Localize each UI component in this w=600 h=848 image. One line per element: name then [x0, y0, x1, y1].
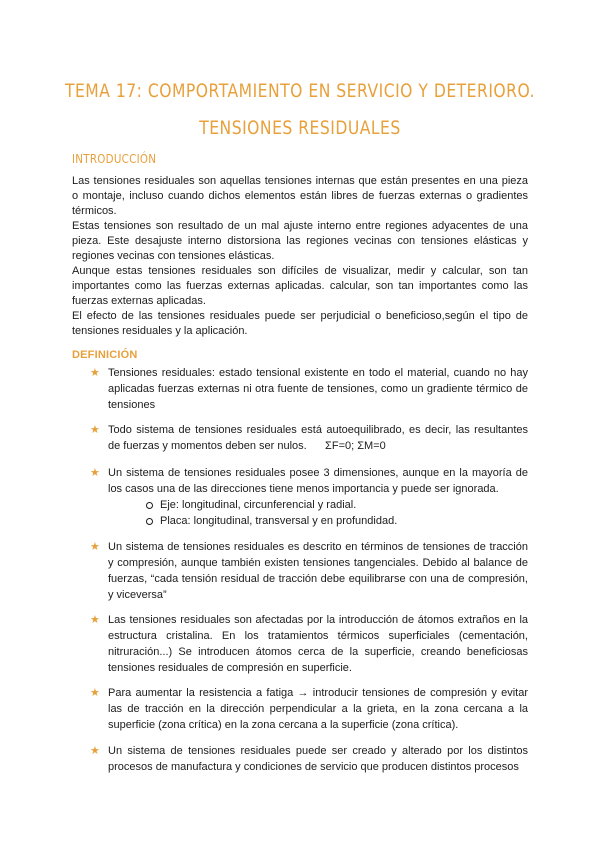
- sub-list-item: [138, 513, 528, 529]
- definition-item: [90, 685, 528, 733]
- definition-item-text: Un sistema de tensiones residuales puede ser creado y alterado por los distintos procesos de manufactura y condiciones de servicio que producen distintos procesos: [108, 745, 528, 773]
- definition-item: [90, 612, 528, 676]
- star-bullet-icon: ★: [90, 614, 100, 626]
- definition-item-text: Para aumentar la resistencia a fatiga → introducir tensiones de compresión y evitar las de tracción en la dirección perpendicular a la grieta, en la zona cercana a la superficie (zona crítica) en la zona cercana a la superficie (zona crítica).: [108, 687, 528, 731]
- document-title-line-1: TEMA 17: COMPORTAMIENTO EN SERVICIO Y DETERIORO.: [64, 80, 536, 102]
- star-bullet-icon: ★: [90, 424, 100, 436]
- definition-item: [90, 539, 528, 603]
- definition-item-text: Tensiones residuales: estado tensional existente en todo el material, cuando no hay aplicadas fuerzas externas ni otra fuente de tensiones, como un gradiente térmico de tensiones: [108, 367, 528, 411]
- definition-item: [90, 465, 528, 529]
- intro-paragraph: Las tensiones residuales son aquellas tensiones internas que están presentes en una pieza o montaje, incluso cuando dichos elementos están libres de fuerzas externas o gradientes térmicos.: [72, 175, 528, 217]
- sub-list-item-text: Placa: longitudinal, transversal y en profundidad.: [160, 515, 398, 527]
- star-bullet-icon: ★: [90, 541, 100, 553]
- circle-bullet-icon: [146, 502, 153, 509]
- intro-paragraph: Estas tensiones son resultado de un mal ajuste interno entre regiones adyacentes de una pieza. Este desajuste interno distorsiona las regiones vecinas con tensiones elásticas y regiones vecinas con tensiones elásticas.: [72, 220, 528, 262]
- definition-item-text: Un sistema de tensiones residuales es descrito en términos de tensiones de tracción y compresión, aunque también existen tensiones tangenciales. Debido al balance de fuerzas, “cada tensión residual de tracción debe equilibrarse con una de compresión, y viceversa”: [108, 541, 528, 601]
- introduction-heading: INTRODUCCIÓN: [72, 152, 157, 166]
- definition-item-text: Un sistema de tensiones residuales posee 3 dimensiones, aunque en la mayoría de los casos una de las direcciones tiene menos importancia y puede ser ignorada.: [108, 467, 528, 495]
- definition-heading: DEFINICIÓN: [72, 349, 138, 361]
- definition-item-text: Las tensiones residuales son afectadas por la introducción de átomos extraños en la estructura cristalina. En los tratamientos térmicos superficiales (cementación, nitruración...) Se introducen átomos cerca de la superficie, creando beneficiosas tensiones residuales de compresión en superficie.: [108, 614, 528, 674]
- star-bullet-icon: ★: [90, 367, 100, 379]
- star-bullet-icon: ★: [90, 467, 100, 479]
- definition-item-text: Todo sistema de tensiones residuales está autoequilibrado, es decir, las resultantes de fuerzas y momentos deben ser nulos. ΣF=0; ΣM=0: [108, 424, 532, 452]
- document-title-line-2: TENSIONES RESIDUALES: [199, 117, 401, 139]
- circle-bullet-icon: [146, 518, 153, 525]
- sub-list-item-text: Eje: longitudinal, circunferencial y radial.: [160, 499, 357, 511]
- star-bullet-icon: ★: [90, 687, 100, 699]
- definition-item: [90, 743, 528, 775]
- introduction-section: [72, 174, 528, 339]
- sub-list-item: [138, 497, 528, 513]
- sub-list: [138, 497, 528, 529]
- definition-item: [90, 365, 528, 413]
- star-bullet-icon: ★: [90, 745, 100, 757]
- intro-paragraph: El efecto de las tensiones residuales puede ser perjudicial o beneficioso,según el tipo de tensiones residuales y la aplicación.: [72, 310, 528, 337]
- definition-item: [90, 422, 532, 454]
- intro-paragraph: Aunque estas tensiones residuales son difíciles de visualizar, medir y calcular, son tan importantes como las fuerzas externas aplicadas. calcular, son tan importantes como las fuerzas externas aplicadas.: [72, 265, 528, 307]
